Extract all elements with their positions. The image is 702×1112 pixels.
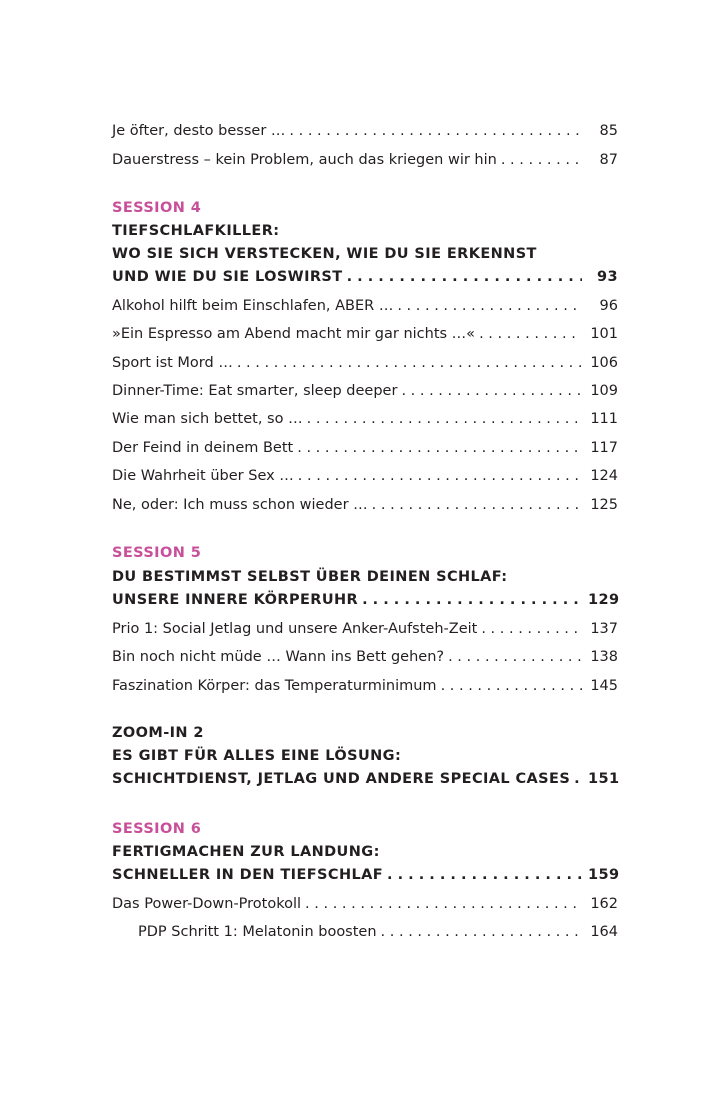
toc-entry[interactable]	[112, 618, 618, 640]
toc-entry[interactable]	[112, 893, 618, 915]
dot-leader	[448, 646, 582, 668]
toc-entry[interactable]	[112, 437, 618, 459]
toc-entry-page: 87	[599, 152, 618, 168]
toc-entry-title: »Ein Espresso am Abend macht mir gar nichts …«	[112, 326, 476, 342]
chapter-entry-title: UND WIE DU SIE LOSWIRST	[112, 269, 343, 285]
toc-entry-page: 106	[590, 355, 618, 371]
dot-leader	[574, 768, 582, 790]
toc-entry-page: 117	[590, 440, 618, 456]
dot-leader	[372, 494, 582, 516]
toc-entry-title: Ne, oder: Ich muss schon wieder …	[112, 497, 368, 513]
chapter-entry-title: SCHNELLER IN DEN TIEFSCHLAF	[112, 867, 384, 883]
toc-entry[interactable]	[112, 408, 618, 430]
toc-entry[interactable]	[112, 149, 618, 171]
toc-entry-title: Wie man sich bettet, so …	[112, 411, 303, 427]
toc-entry-title: Faszination Körper: das Temperaturminimum	[112, 678, 437, 694]
toc-entry-title: Bin noch nicht müde … Wann ins Bett gehen?	[112, 649, 445, 665]
dot-leader	[347, 266, 582, 288]
toc-entry-page: 137	[590, 621, 618, 637]
toc-entry-title: Je öfter, desto besser …	[112, 123, 286, 139]
chapter-heading-line: DU BESTIMMST SELBST ÜBER DEINEN SCHLAF:	[112, 569, 508, 585]
toc-entry-page: 101	[590, 326, 618, 342]
dot-leader	[479, 323, 582, 345]
toc-entry-title: Die Wahrheit über Sex …	[112, 468, 294, 484]
chapter-entry[interactable]	[112, 768, 618, 790]
dot-leader	[381, 921, 582, 943]
dot-leader	[298, 465, 582, 487]
dot-leader	[481, 618, 582, 640]
dot-leader	[362, 589, 582, 611]
toc-entry-title: Dauerstress – kein Problem, auch das kriegen wir hin	[112, 152, 497, 168]
toc-entry-title: Alkohol hilft beim Einschlafen, ABER …	[112, 298, 394, 314]
chapter-heading-line: TIEFSCHLAFKILLER:	[112, 223, 280, 239]
toc-entry[interactable]	[112, 295, 618, 317]
toc-entry-title: Prio 1: Social Jetlag und unsere Anker-Aufsteh-Zeit	[112, 621, 478, 637]
session-label: SESSION 5	[112, 545, 202, 561]
toc-entry-title: Sport ist Mord …	[112, 355, 233, 371]
toc-entry[interactable]	[112, 323, 618, 345]
dot-leader	[305, 893, 582, 915]
dot-leader	[397, 295, 582, 317]
toc-entry-page: 111	[590, 411, 618, 427]
toc-entry-page: 164	[590, 924, 618, 940]
chapter-entry-title: UNSERE INNERE KÖRPERUHR	[112, 592, 359, 608]
toc-entry-page: 96	[599, 298, 618, 314]
dot-leader	[289, 120, 582, 142]
toc-entry-page: 162	[590, 896, 618, 912]
toc-entry-page: 145	[590, 678, 618, 694]
toc-entry[interactable]	[112, 380, 618, 402]
toc-entry[interactable]	[112, 120, 618, 142]
chapter-entry[interactable]	[112, 864, 618, 886]
toc-entry-page: 85	[599, 123, 618, 139]
dot-leader	[401, 380, 582, 402]
chapter-entry-page: 151	[588, 771, 620, 787]
chapter-heading-line: ES GIBT FÜR ALLES EINE LÖSUNG:	[112, 748, 402, 764]
toc-entry-page: 124	[590, 468, 618, 484]
dot-leader	[237, 352, 582, 374]
toc-entry[interactable]	[112, 675, 618, 697]
toc-entry-page: 109	[590, 383, 618, 399]
toc-entry[interactable]	[112, 494, 618, 516]
toc-entry-page: 138	[590, 649, 618, 665]
chapter-entry-title: SCHICHTDIENST, JETLAG UND ANDERE SPECIAL CASES	[112, 771, 571, 787]
toc-sub-entry[interactable]	[112, 921, 618, 943]
toc-entry-title: PDP Schritt 1: Melatonin boosten	[138, 924, 377, 940]
toc-entry-title: Dinner-Time: Eat smarter, sleep deeper	[112, 383, 398, 399]
dot-leader	[501, 149, 582, 171]
toc-entry-title: Das Power-Down-Protokoll	[112, 896, 302, 912]
dot-leader	[387, 864, 582, 886]
chapter-entry-page: 159	[588, 867, 620, 883]
chapter-heading-line: FERTIGMACHEN ZUR LANDUNG:	[112, 844, 380, 860]
session-label: SESSION 4	[112, 200, 202, 216]
dot-leader	[441, 675, 582, 697]
toc-entry[interactable]	[112, 646, 618, 668]
chapter-entry[interactable]	[112, 266, 618, 288]
toc-entry-page: 125	[590, 497, 618, 513]
chapter-entry-page: 93	[597, 269, 618, 285]
toc-entry[interactable]	[112, 352, 618, 374]
chapter-entry-page: 129	[588, 592, 620, 608]
chapter-entry[interactable]	[112, 589, 618, 611]
toc-entry-title: Der Feind in deinem Bett	[112, 440, 294, 456]
dot-leader	[297, 437, 582, 459]
toc-entry[interactable]	[112, 465, 618, 487]
chapter-heading-line: ZOOM-IN 2	[112, 725, 204, 741]
chapter-heading-line: WO SIE SICH VERSTECKEN, WIE DU SIE ERKENNST	[112, 246, 537, 262]
session-label: SESSION 6	[112, 821, 202, 837]
dot-leader	[307, 408, 582, 430]
